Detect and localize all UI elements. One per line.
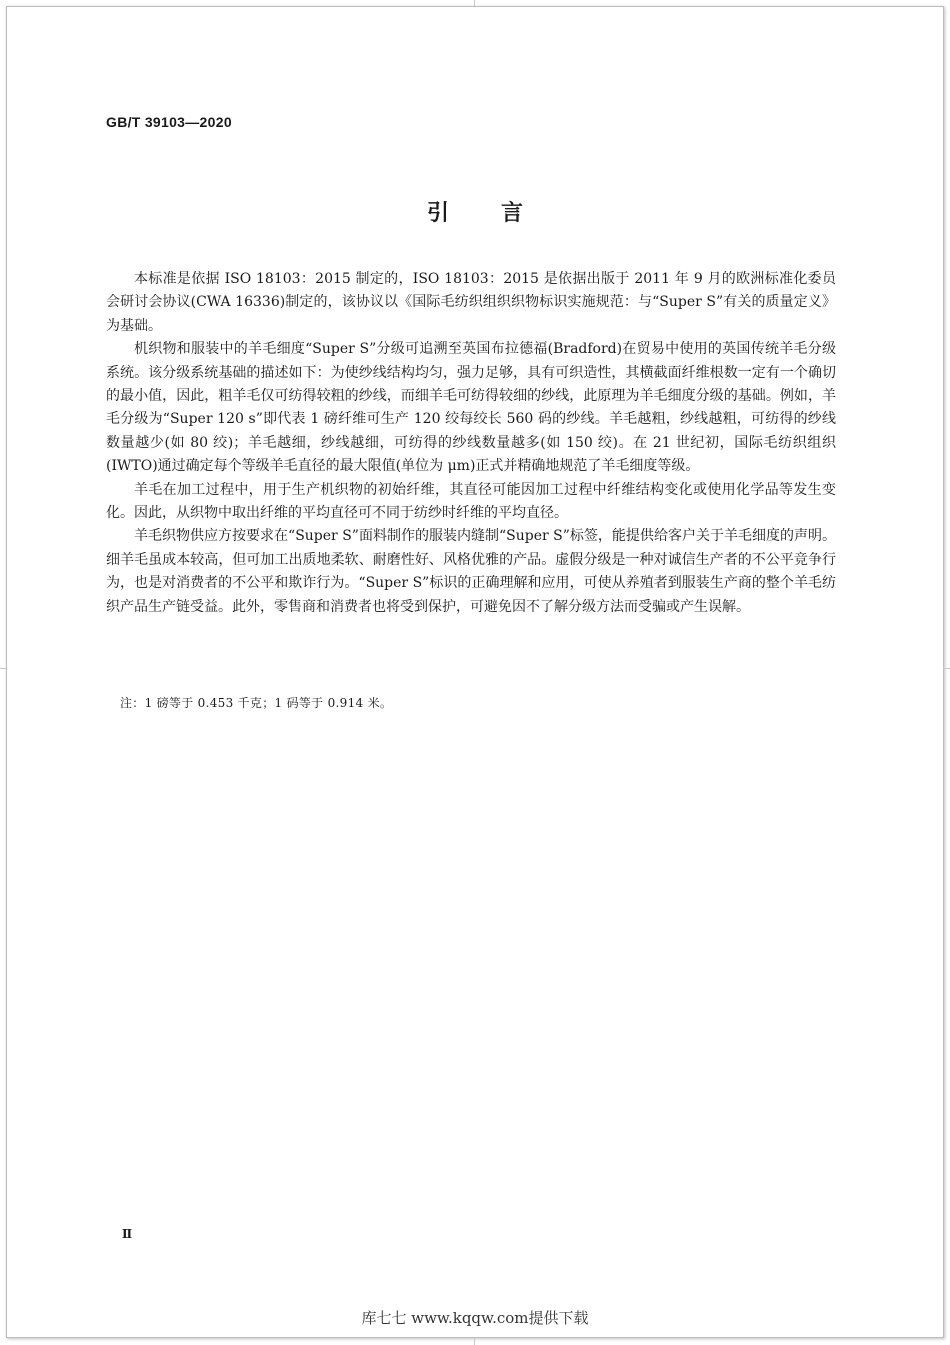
crop-mark-bottom <box>474 1337 475 1345</box>
section-title: 引言 <box>426 201 575 226</box>
paragraph-4: 羊毛织物供应方按要求在“Super S”面料制作的服装内缝制“Super S”标签，能提供给客户关于羊毛细度的声明。细羊毛虽成本较高，但可加工出质地柔软、耐磨性好、风格优雅的产品。虚假分级是一种对诚信生产者的不公平竞争行为，也是对消费者的不公平和欺诈行为。“Super S”标识的正确理解和应用，可使从养殖者到服装生产商的整个羊毛纺织产品生产链受益。此外，零售商和消费者也将受到保护，可避免因不了解分级方法而受骗或产生误解。 <box>106 528 836 615</box>
body-text <box>106 268 836 619</box>
crop-mark-right <box>943 668 950 669</box>
crop-mark-left <box>0 668 6 669</box>
page-number: Ⅱ <box>122 1227 133 1241</box>
download-watermark: 库七七 www.kqqw.com提供下载 <box>361 1309 589 1327</box>
paragraph-2: 机织物和服装中的羊毛细度“Super S”分级可追溯至英国布拉德福(Bradford)在贸易中使用的英国传统羊毛分级系统。该分级系统基础的描述如下：为使纱线结构均匀，强力足够，具有可织造性，其横截面纤维根数一定有一个确切的最小值，因此，粗羊毛仅可纺得较粗的纱线，而细羊毛可纺得较细的纱线，此原理为羊毛细度分级的基础。例如，羊毛分级为“Super 120 s”即代表 1 磅纤维可生产 120 绞每绞长 560 码的纱线。羊毛越粗，纱线越粗，可纺得的纱线数量越少(如 80 绞)；羊毛越细，纱线越细，可纺得的纱线数量越多(如 150 绞)。在 21 世纪初，国际毛纺织组织(IWTO)通过确定每个等级羊毛直径的最大限值(单位为 μm)正式并精确地规范了羊毛细度等级。 <box>106 341 836 475</box>
crop-mark-top <box>474 0 475 6</box>
unit-note: 注：1 磅等于 0.453 千克；1 码等于 0.914 米。 <box>120 696 393 710</box>
document-code: GB/T 39103—2020 <box>106 114 232 130</box>
paragraph-1: 本标准是依据 ISO 18103：2015 制定的，ISO 18103：2015 是依据出版于 2011 年 9 月的欧洲标准化委员会研讨会协议(CWA 16336)制定的，该协议以《国际毛纺织组织织物标识实施规范：与“Super S”有关的质量定义》为基础。 <box>106 271 836 334</box>
paragraph-3: 羊毛在加工过程中，用于生产机织物的初始纤维，其直径可能因加工过程中纤维结构变化或使用化学品等发生变化。因此，从织物中取出纤维的平均直径可不同于纺纱时纤维的平均直径。 <box>106 481 836 522</box>
